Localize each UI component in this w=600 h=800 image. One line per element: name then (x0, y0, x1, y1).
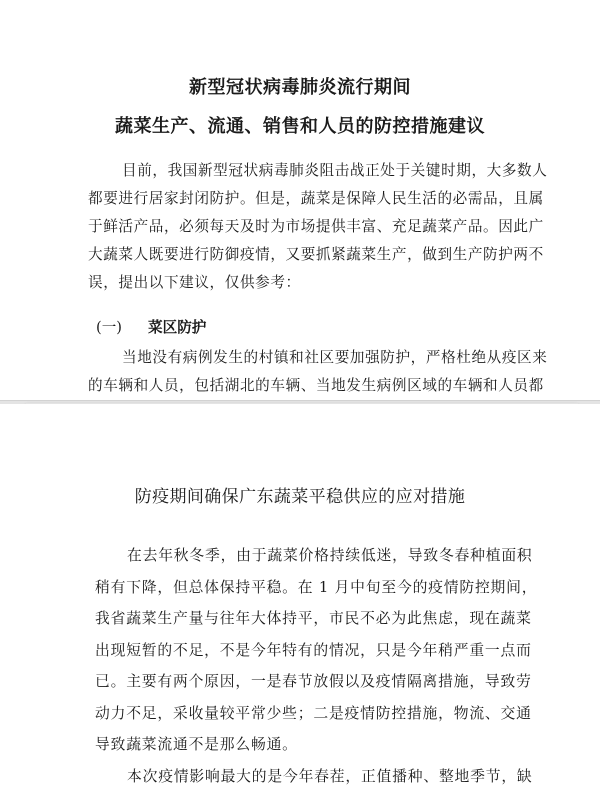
text-line: 动力不足，采收量较平常少些；二是疫情防控措施，物流、交通 (95, 704, 532, 722)
text-line: 于鲜活产品，必须每天及时为市场提供丰富、充足蔬菜产品。因此广 (88, 218, 544, 235)
text-line: 已。主要有两个原因，一是春节放假以及疫情隔离措施，导致劳 (95, 673, 532, 690)
doc-one-title-line-1: 新型冠状病毒肺炎流行期间 (189, 77, 411, 98)
doc-two-body (95, 540, 537, 792)
section-title: 菜区防护 (148, 319, 207, 336)
text-line: 当地没有病例发生的村镇和社区要加强防护，严格杜绝从疫区来 (122, 349, 548, 366)
doc-two-title: 防疫期间确保广东蔬菜平稳供应的应对措施 (134, 487, 466, 507)
doc-one-section-heading (96, 318, 206, 338)
text-line: 误，提出以下建议，仅供参考： (88, 274, 301, 291)
text-line: 在去年秋冬季，由于蔬菜价格持续低迷，导致冬春种植面积 (127, 547, 533, 564)
doc-one-title-line-2: 蔬菜生产、流通、销售和人员的防控措施建议 (115, 116, 485, 137)
text-line: 大蔬菜人既要进行防御疫情，又要抓紧蔬菜生产，做到生产防护两不 (88, 246, 544, 263)
text-line: 稍有下降，但总体保持平稳。在 1 月中旬至今的疫情防控期间， (95, 578, 538, 596)
text-line: 本次疫情影响最大的是今年春茬，正值播种、整地季节，缺 (127, 767, 533, 785)
text-line: 出现短暂的不足，不是今年特有的情况，只是今年稍严重一点而 (95, 641, 532, 659)
doc-one-section-paragraph (88, 344, 547, 400)
text-line: 我省蔬菜生产量与往年大体持平，市民不必为此焦虑，现在蔬菜 (95, 610, 532, 627)
text-line: 导致蔬菜流通不是那么畅通。 (95, 736, 298, 753)
section-number: (一) (96, 319, 122, 336)
text-line: 目前，我国新型冠状病毒肺炎阻击战正处于关键时期，大多数人 (122, 162, 548, 179)
text-line: 的车辆和人员，包括湖北的车辆、当地发生病例区域的车辆和人员都 (88, 377, 544, 394)
text-line: 都要进行居家封闭防护。但是，蔬菜是保障人民生活的必需品，且属 (88, 190, 544, 207)
doc-one-intro-paragraph (88, 157, 547, 297)
document-page-two (0, 404, 600, 800)
